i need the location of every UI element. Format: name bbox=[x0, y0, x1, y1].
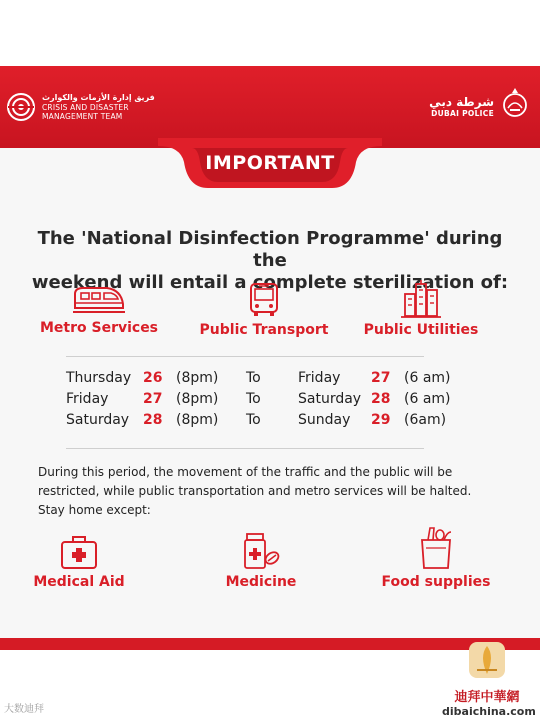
to-time: (6 am) bbox=[404, 391, 451, 407]
important-label: IMPORTANT bbox=[205, 152, 335, 174]
watermark-right-url: dibaichina.com bbox=[442, 705, 536, 718]
divider-top bbox=[66, 356, 424, 357]
from-date: 27 bbox=[143, 391, 163, 407]
to-day: Friday bbox=[298, 370, 341, 386]
schedule-row bbox=[66, 412, 486, 433]
buildings-icon bbox=[401, 280, 441, 318]
service-public-transport bbox=[189, 282, 339, 338]
from-time: (8pm) bbox=[176, 370, 219, 386]
exception-food-supplies bbox=[361, 526, 511, 590]
to-label: To bbox=[246, 391, 261, 407]
dubai-police-emblem-icon bbox=[500, 86, 530, 120]
to-day: Sunday bbox=[298, 412, 351, 428]
crisis-team-name-en-1: CRISIS AND DISASTER bbox=[42, 103, 129, 112]
dibaichina-logo-icon bbox=[467, 640, 507, 680]
from-time: (8pm) bbox=[176, 391, 219, 407]
schedule-row bbox=[66, 391, 486, 412]
notice-line-2: restricted, while public transportation and metro services will be halted. bbox=[38, 484, 472, 498]
notice-line-1: During this period, the movement of the traffic and the public will be bbox=[38, 465, 453, 479]
to-time: (6am) bbox=[404, 412, 447, 428]
service-public-transport-label: Public Transport bbox=[199, 322, 329, 338]
watermark-left: 大数迪拜 bbox=[4, 704, 44, 715]
exception-food-supplies-label: Food supplies bbox=[381, 574, 491, 590]
train-icon bbox=[71, 282, 127, 316]
to-label: To bbox=[246, 412, 261, 428]
from-date: 28 bbox=[143, 412, 163, 428]
service-metro-label: Metro Services bbox=[39, 320, 159, 336]
service-public-utilities bbox=[346, 280, 496, 338]
from-day: Friday bbox=[66, 391, 109, 407]
divider-bottom bbox=[66, 448, 424, 449]
from-day: Thursday bbox=[66, 370, 132, 386]
schedule-row bbox=[66, 370, 486, 391]
from-time: (8pm) bbox=[176, 412, 219, 428]
crisis-team-name-en-2: MANAGEMENT TEAM bbox=[42, 112, 123, 121]
to-day: Saturday bbox=[298, 391, 362, 407]
pill-bottle-icon bbox=[241, 532, 281, 570]
first-aid-kit-icon bbox=[59, 534, 99, 570]
to-label: To bbox=[246, 370, 261, 386]
to-date: 28 bbox=[371, 391, 391, 407]
from-date: 26 bbox=[143, 370, 163, 386]
to-date: 29 bbox=[371, 412, 391, 428]
service-metro bbox=[24, 282, 174, 336]
top-margin bbox=[0, 0, 540, 66]
grocery-bag-icon bbox=[416, 526, 456, 570]
from-day: Saturday bbox=[66, 412, 130, 428]
crisis-team-logo-icon bbox=[6, 92, 36, 122]
to-time: (6 am) bbox=[404, 370, 451, 386]
service-public-utilities-label: Public Utilities bbox=[363, 322, 479, 338]
exception-medical-aid-label: Medical Aid bbox=[33, 574, 125, 590]
exception-medical-aid bbox=[4, 534, 154, 590]
to-date: 27 bbox=[371, 370, 391, 386]
crisis-team-name bbox=[42, 93, 155, 121]
watermark-right bbox=[442, 640, 536, 718]
important-banner bbox=[158, 138, 382, 196]
exception-medicine-label: Medicine bbox=[225, 574, 297, 590]
dubai-police-name-ar: شرطة دبي bbox=[429, 95, 494, 109]
notice-line-3: Stay home except: bbox=[38, 503, 151, 517]
dubai-police-name-en: DUBAI POLICE bbox=[431, 109, 494, 118]
watermark-right-cn: 迪拜中華網 bbox=[454, 690, 520, 705]
schedule-table bbox=[66, 370, 486, 433]
headline-line-2: weekend will entail a complete sterilization of: bbox=[31, 272, 509, 293]
crisis-team-name-ar: فريق إدارة الأزمات والكوارث bbox=[42, 93, 155, 102]
dubai-police-name bbox=[429, 95, 494, 119]
bus-icon bbox=[247, 282, 281, 318]
headline-line-1: The 'National Disinfection Programme' during the bbox=[37, 228, 503, 271]
notice-text bbox=[38, 463, 508, 520]
exception-medicine bbox=[186, 532, 336, 590]
